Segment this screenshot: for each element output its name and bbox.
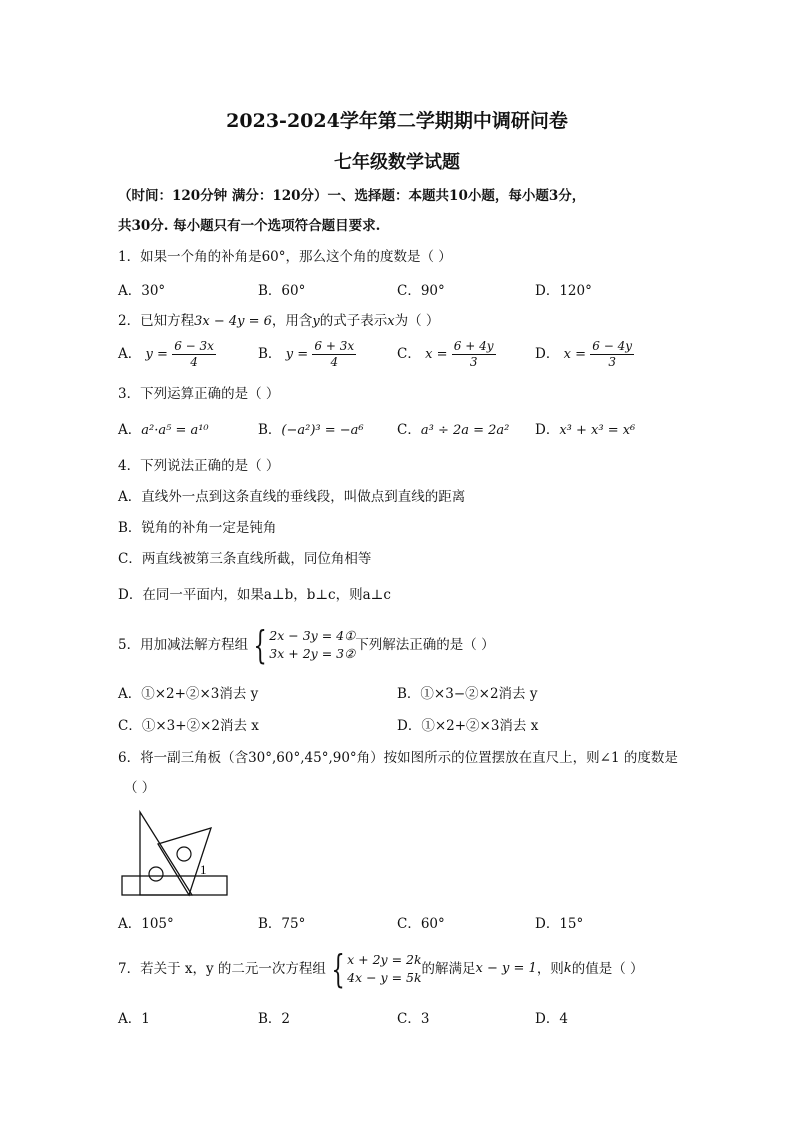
question-2-stem: 2．已知方程3x − 4y = 6，用含y的式子表示x为（ ） xyxy=(118,313,440,329)
question-1-stem: 1．如果一个角的补角是60°，那么这个角的度数是（ ） xyxy=(118,249,452,265)
ruler-rect xyxy=(122,876,227,895)
question-7-option-d: D．4 xyxy=(535,1011,568,1027)
question-3-stem: 3．下列运算正确的是（ ） xyxy=(118,386,280,402)
question-5-option-b: B．①×3−②×2消去 y xyxy=(397,686,538,702)
question-5-option-a: A．①×2+②×3消去 y xyxy=(118,686,259,702)
question-4-option-c: C．两直线被第三条直线所截，同位角相等 xyxy=(118,551,372,567)
question-7-option-b: B．2 xyxy=(258,1011,291,1027)
question-6-stem-line2: （ ） xyxy=(124,780,156,796)
question-7-option-c: C．3 xyxy=(397,1011,430,1027)
angle-1-label: 1 xyxy=(200,862,207,877)
question-6-option-b: B．75° xyxy=(258,916,306,932)
question-4-option-a: A．直线外一点到这条直线的垂线段，叫做点到直线的距离 xyxy=(118,489,466,505)
question-1-option-c: C．90° xyxy=(397,283,445,299)
question-3-option-a: A．a²·a⁵ = a¹⁰ xyxy=(118,422,209,438)
question-2-option-b: B． y = $\frac{6 + 3x}{4}$ xyxy=(258,339,355,369)
question-7-stem: 7．若关于 x，y 的二元一次方程组 { x + 2y = 2k 4x − y = 5k 的解满足 x − y = 1 ，则 k 的值是（ ） xyxy=(118,947,644,991)
question-3-option-b: B．(−a²)³ = −a⁶ xyxy=(258,422,364,438)
question-2-equation: 3x − 4y = 6 xyxy=(194,314,272,329)
question-6-stem-line1: 6．将一副三角板（含30°,60°,45°,90°角）按如图所示的位置摆放在直尺上，则∠1 的度数是 xyxy=(118,750,678,766)
question-6-option-c: C．60° xyxy=(397,916,445,932)
exam-title: 2023-2024学年第二学期期中调研问卷 xyxy=(226,110,568,132)
question-5-option-c: C．①×3+②×2消去 x xyxy=(118,718,259,734)
question-1-option-d: D．120° xyxy=(535,283,592,299)
triangle-30-60 xyxy=(140,812,192,895)
question-1-option-b: B．60° xyxy=(258,283,306,299)
question-5-option-d: D．①×2+②×3消去 x xyxy=(397,718,539,734)
triangle-ruler-figure xyxy=(118,808,233,900)
question-6-option-a: A．105° xyxy=(118,916,174,932)
question-1-option-a: A．30° xyxy=(118,283,166,299)
exam-intro-line2: 共30分. 每小题只有一个选项符合题目要求. xyxy=(118,218,381,234)
question-2-option-d: D． x = $\frac{6 - 4y}{3}$ xyxy=(535,339,633,369)
triangle-hole-right xyxy=(177,847,191,861)
question-3-option-d: D．x³ + x³ = x⁶ xyxy=(535,422,636,438)
question-7-option-a: A．1 xyxy=(118,1011,150,1027)
question-5-equation-system: { 2x − 3y = 4① 3x + 2y = 3② xyxy=(253,623,356,667)
question-4-stem: 4．下列说法正确的是（ ） xyxy=(118,458,280,474)
question-5-stem: 5．用加减法解方程组 { 2x − 3y = 4① 3x + 2y = 3② 下列解法正确的是（ ） xyxy=(118,623,495,667)
question-3-option-c: C．a³ ÷ 2a = 2a² xyxy=(397,422,510,438)
question-2-option-a: A． y = $\frac{6 - 3x}{4}$ xyxy=(118,339,214,369)
exam-intro-line1: （时间：120分钟 满分：120分）一、选择题：本题共10小题，每小题3分， xyxy=(118,188,586,204)
exam-subtitle: 七年级数学试题 xyxy=(334,152,460,173)
question-4-option-b: B．锐角的补角一定是钝角 xyxy=(118,520,277,536)
question-4-option-d: D．在同一平面内，如果a⊥b，b⊥c，则a⊥c xyxy=(118,587,391,603)
triangle-hole-left xyxy=(149,867,163,881)
question-6-option-d: D．15° xyxy=(535,916,584,932)
question-7-equation-system: { x + 2y = 2k 4x − y = 5k xyxy=(331,947,422,991)
question-2-option-c: C． x = $\frac{6 + 4y}{3}$ xyxy=(397,339,494,369)
